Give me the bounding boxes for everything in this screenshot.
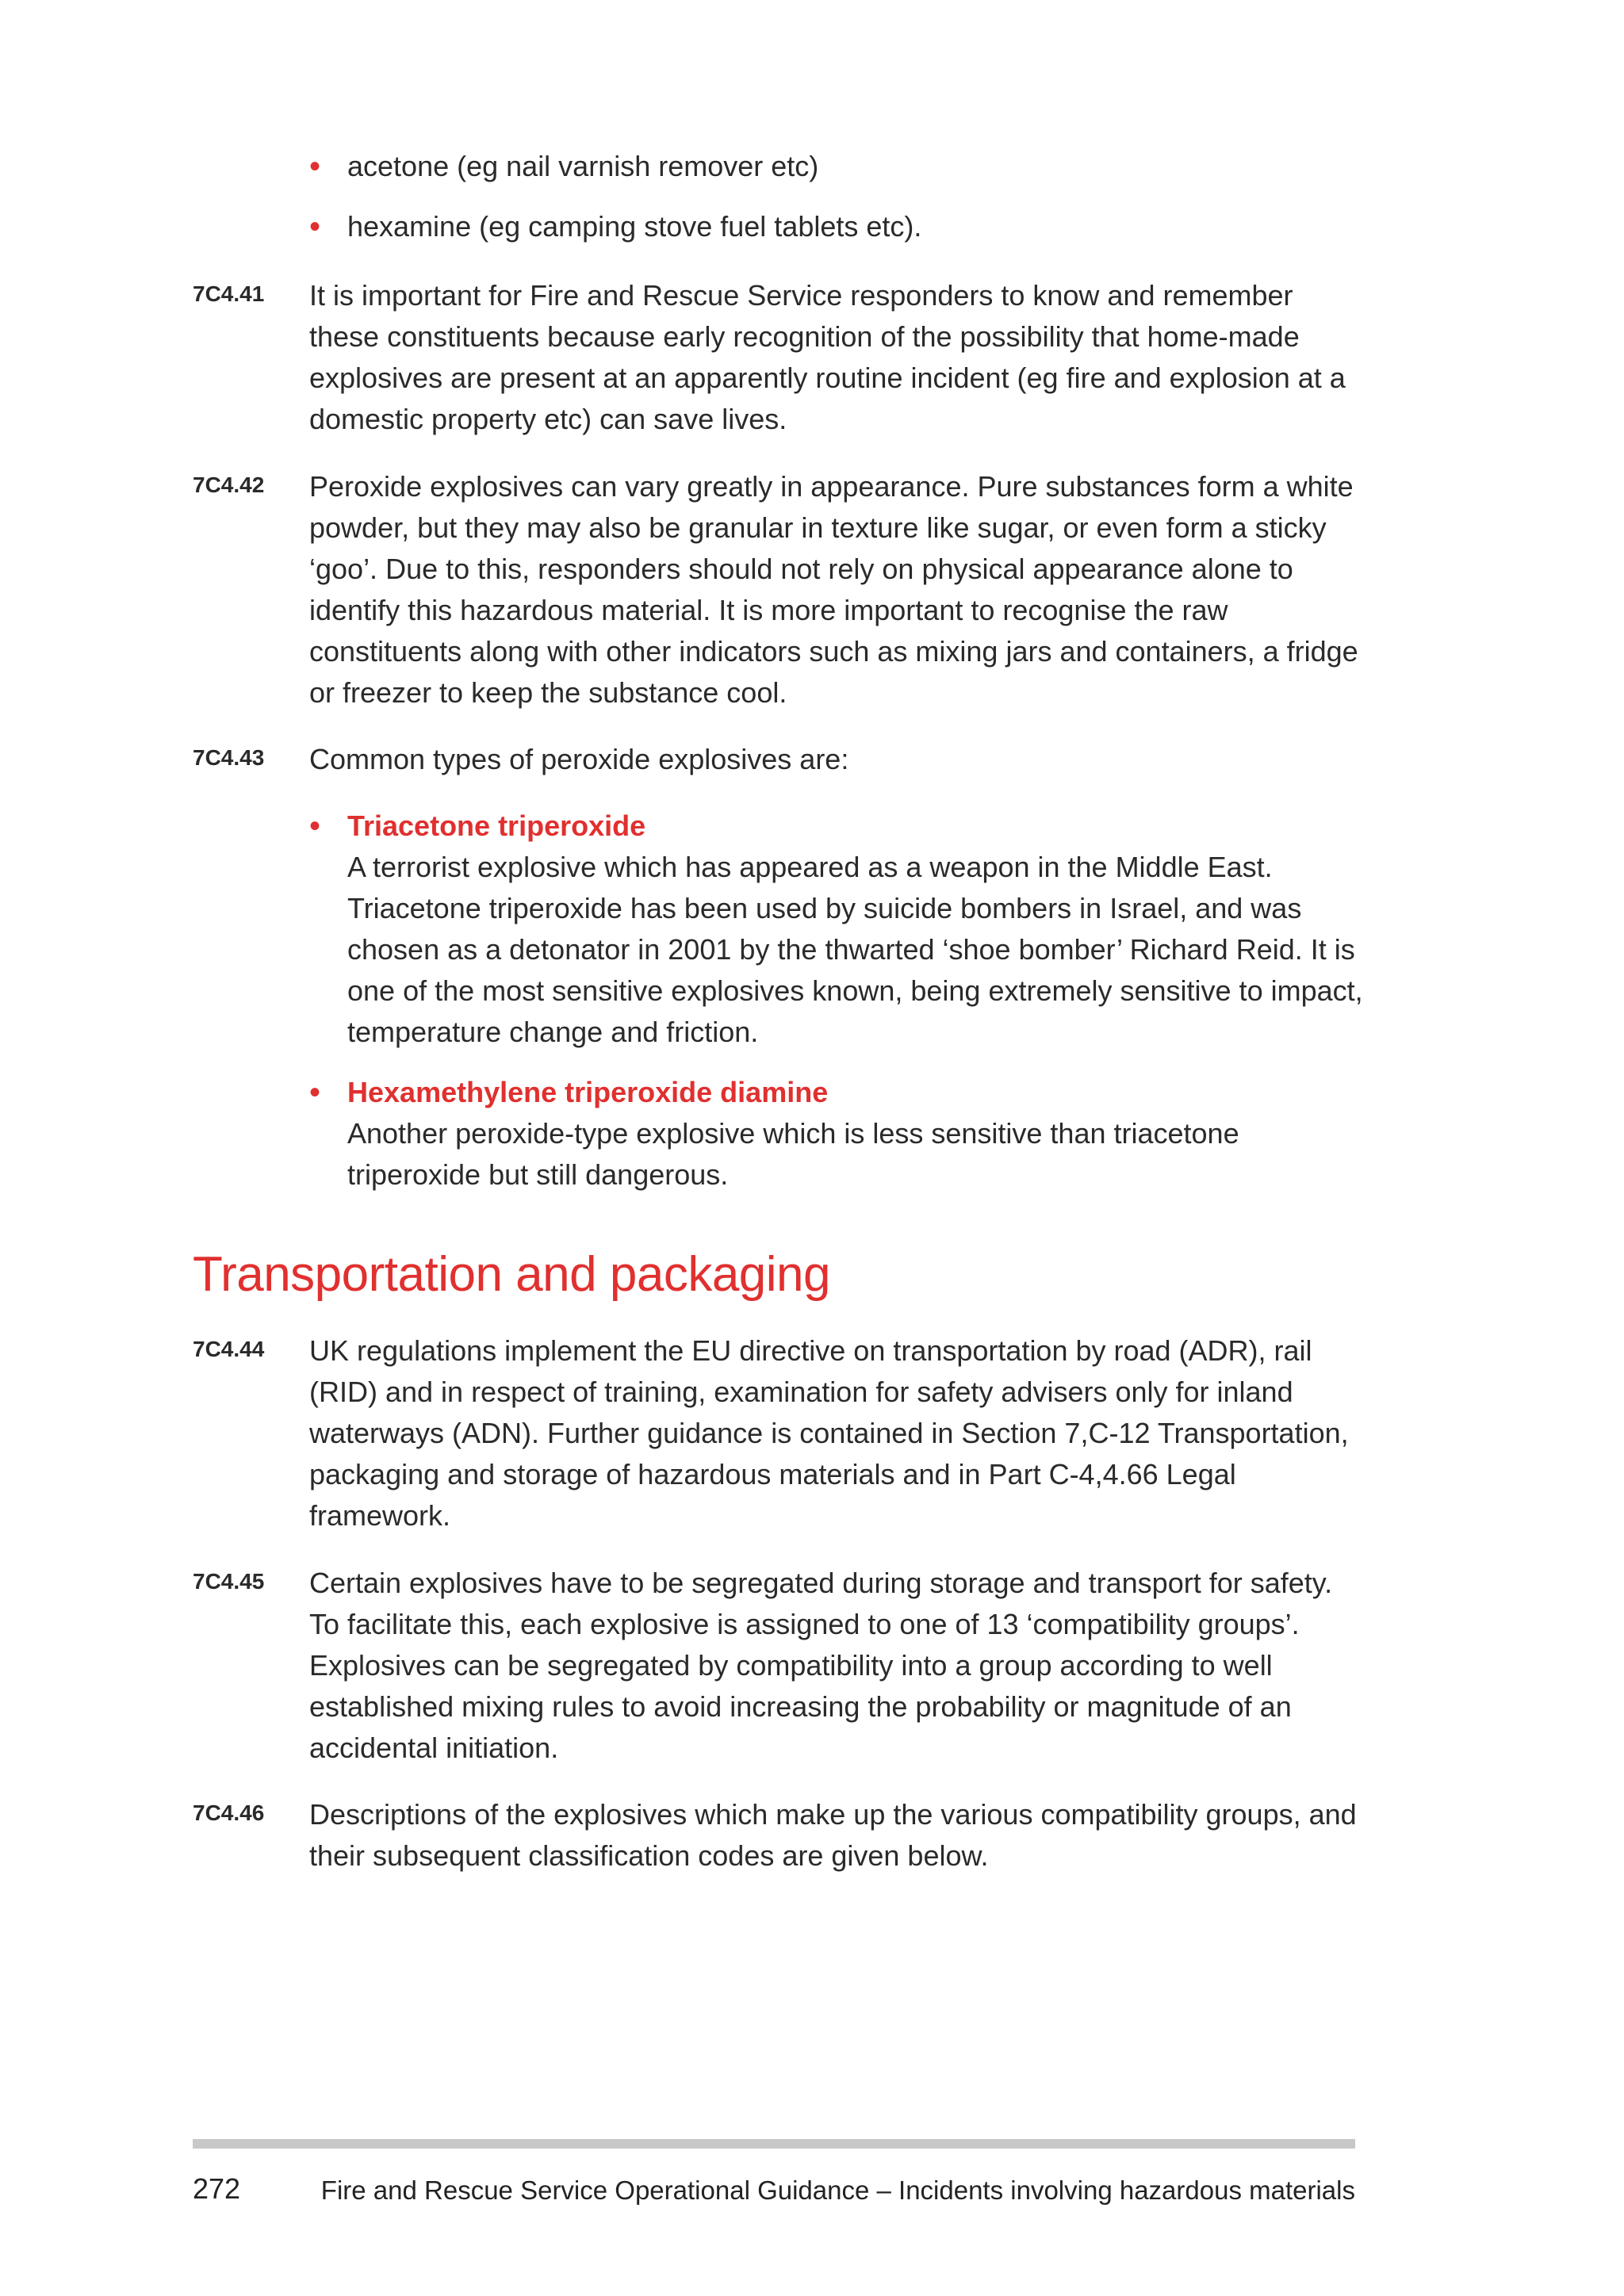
- paragraph-number: 7C4.41: [193, 281, 265, 306]
- bullet-icon: •: [309, 1075, 321, 1110]
- paragraph-text: Descriptions of the explosives which make up the various compatibility groups, and their subsequent classification codes are given below.: [309, 1798, 1357, 1872]
- section-heading: Transportation and packaging: [193, 1247, 831, 1302]
- list-item: [309, 146, 921, 187]
- list-item: [309, 206, 921, 247]
- paragraph-7c4-41: [193, 275, 1366, 440]
- list-item: [309, 806, 1364, 1053]
- list-item-title: Hexamethylene triperoxide diamine: [347, 1076, 829, 1108]
- bullet-icon: •: [309, 149, 321, 184]
- list-item-text: Another peroxide-type explosive which is less sensitive than triacetone triperoxide but still dangerous.: [347, 1117, 1239, 1191]
- paragraph-text: UK regulations implement the EU directive on transportation by road (ADR), rail (RID) and in respect of training, examination for safety advisers only for inland waterways (ADN). Further guidance is contained in Section 7,C-12 Transportation, packaging and storage of hazardous materials and in Part C-4,4.66 Legal framework.: [309, 1334, 1349, 1532]
- paragraph-number: 7C4.42: [193, 473, 265, 497]
- paragraph-7c4-42: [193, 466, 1366, 714]
- list-item: [309, 1072, 1364, 1196]
- bullet-icon: •: [309, 809, 321, 844]
- paragraph-number: 7C4.45: [193, 1569, 265, 1594]
- paragraph-7c4-43: [193, 739, 1366, 780]
- peroxide-types-list: [309, 806, 1364, 1196]
- page-footer: [193, 2172, 1355, 2212]
- paragraph-text: Common types of peroxide explosives are:: [309, 743, 849, 775]
- page-number: 272: [193, 2172, 241, 2205]
- constituents-list: [309, 146, 921, 247]
- list-item-text: A terrorist explosive which has appeared as a weapon in the Middle East. Triacetone triperoxide has been used by suicide bombers in Israel, and was chosen as a detonator in 2001 by the thwarted ‘shoe bomber’ Richard Reid. It is one of the most sensitive explosives known, being extremely sensitive to impact, temperature change and friction.: [347, 851, 1363, 1048]
- paragraph-text: Peroxide explosives can vary greatly in appearance. Pure substances form a white powder, but they may also be granular in texture like sugar, or even form a sticky ‘goo’. Due to this, responders should not rely on physical appearance alone to identify this hazardous material. It is more important to recognise the raw constituents along with other indicators such as mixing jars and containers, a fridge or freezer to keep the substance cool.: [309, 470, 1358, 709]
- paragraph-number: 7C4.43: [193, 745, 265, 770]
- list-item-text: hexamine (eg camping stove fuel tablets etc).: [347, 210, 922, 243]
- footer-title: Fire and Rescue Service Operational Guidance – Incidents involving hazardous materials: [320, 2175, 1355, 2205]
- paragraph-7c4-45: [193, 1563, 1366, 1769]
- footer-divider: [193, 2139, 1355, 2149]
- bullet-icon: •: [309, 209, 321, 244]
- paragraph-text: It is important for Fire and Rescue Service responders to know and remember these constituents because early recognition of the possibility that home-made explosives are present at an apparently routine incident (eg fire and explosion at a domestic property etc) can save lives.: [309, 279, 1346, 435]
- paragraph-number: 7C4.44: [193, 1337, 265, 1361]
- paragraph-7c4-44: [193, 1330, 1366, 1536]
- paragraph-number: 7C4.46: [193, 1800, 265, 1825]
- paragraph-7c4-46: [193, 1794, 1366, 1877]
- list-item-text: acetone (eg nail varnish remover etc): [347, 150, 819, 182]
- list-item-title: Triacetone triperoxide: [347, 809, 646, 842]
- paragraph-text: Certain explosives have to be segregated during storage and transport for safety. To facilitate this, each explosive is assigned to one of 13 ‘compatibility groups’. Explosives can be segregated by compatibility into a group according to well established mixing rules to avoid increasing the probability or magnitude of an accidental initiation.: [309, 1567, 1333, 1764]
